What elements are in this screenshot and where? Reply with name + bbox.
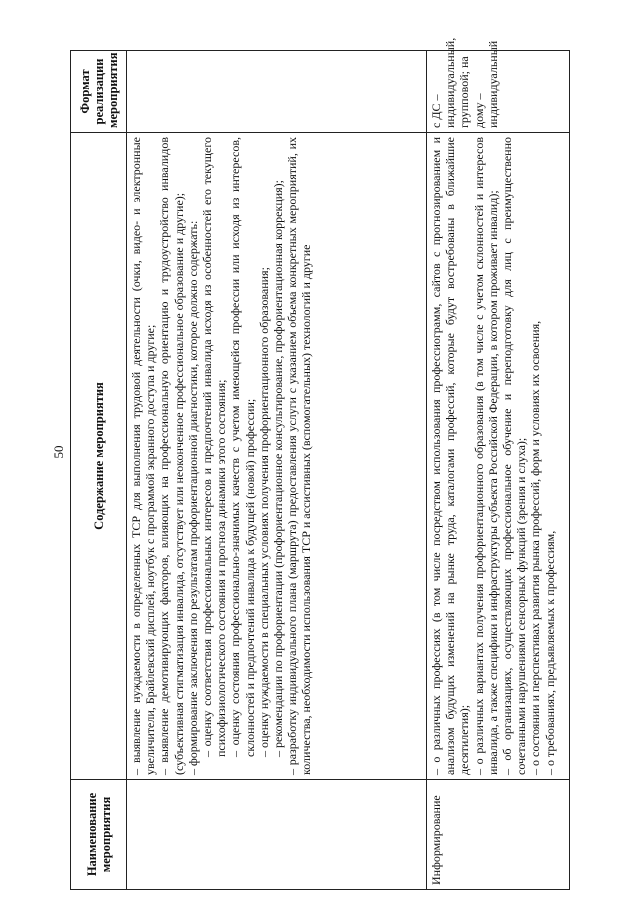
row2-name-cell: Информирование xyxy=(427,780,570,890)
rotated-table-region xyxy=(70,37,570,890)
list-item: – о состоянии и перспективах развития рынка профессий, форм и условиях их освоения, xyxy=(528,320,543,775)
list-item: – оценку соответствия профессиональных интересов и предпочтений инвалида исходя из особенностей его текущего психофизиологического состояния и прогноза динамики этого состояния; xyxy=(200,137,229,757)
measures-table xyxy=(70,37,570,890)
list-item: – оценку состояния профессионально-значимых качеств с учетом имеющейся профессии или исходя из интересов, склонностей и предпочтений инвалида к будущей (новой) профессии; xyxy=(228,137,257,757)
list-item: – об организациях, осуществляющих профессиональное обучение и переподготовку для лиц с преимущественно сочетанными нарушениями сенсорных функций (зрения и слуха); xyxy=(500,137,529,775)
row2-format-cell: с ДС – индивидуальный, групповой; на дому – индивидуальный xyxy=(427,51,570,133)
list-item: – о различных профессиях (в том числе посредством использования профессиограмм, сайтов с прогнозированием и анализом будущих изменений на рынке труда, каталогами профессий, которые будут востребованы в ближайшие десятилетия); xyxy=(429,137,472,775)
row2-content-cell xyxy=(427,133,570,780)
list-item: – формирование заключения по результатам профориентационной диагностики, которое должно содержать: xyxy=(185,220,200,775)
table-row xyxy=(427,51,570,890)
list-item: – о различных вариантах получения профориентационного образования (в том числе с учетом склонностей и интересов инвалида, а также специфики и инфраструктуры субъекта Российской Федерации, в котором проживает инвалид); xyxy=(471,137,500,775)
list-item: – разработку индивидуального плана (маршрута) предоставления услуги с указанием объема конкретных мероприятий, их количества, необходимости использования ТСР и ассистивных (вспомогательных) технологий и другие xyxy=(285,137,314,775)
list-item: – о требованиях, предъявляемых к профессиям, xyxy=(542,530,557,775)
list-item: – оценку нуждаемости в специальных условиях получения профориентационного образования; xyxy=(256,267,271,757)
table-row xyxy=(127,51,427,890)
list-item: – выявление демотивирующих факторов, влияющих на профессиональную ориентацию и трудоустройство инвалидов (субъективная стигматизация инвалида, отсутствует или неоконченное профессиональное образование и другие); xyxy=(157,137,186,775)
row1-content-cell xyxy=(127,133,427,780)
list-item: – выявление нуждаемости в определенных ТСР для выполнения трудовой деятельности (очки, видео- и электронные увеличители, Брайлевский дисплей, ноутбук с программой экранного доступа и другие; xyxy=(129,137,158,775)
list-item: – рекомендации по профориентации (профориентационное консультирование, профориентационная коррекция); xyxy=(271,179,286,757)
header-measure-format: Формат реализации мероприятия xyxy=(71,51,127,133)
row1-name-cell xyxy=(127,780,427,890)
page-number: 50 xyxy=(51,445,66,459)
table-header-row xyxy=(71,51,127,890)
row1-format-cell xyxy=(127,51,427,133)
header-measure-content: Содержание мероприятия xyxy=(71,133,127,780)
header-measure-name: Наименование мероприятия xyxy=(71,780,127,890)
